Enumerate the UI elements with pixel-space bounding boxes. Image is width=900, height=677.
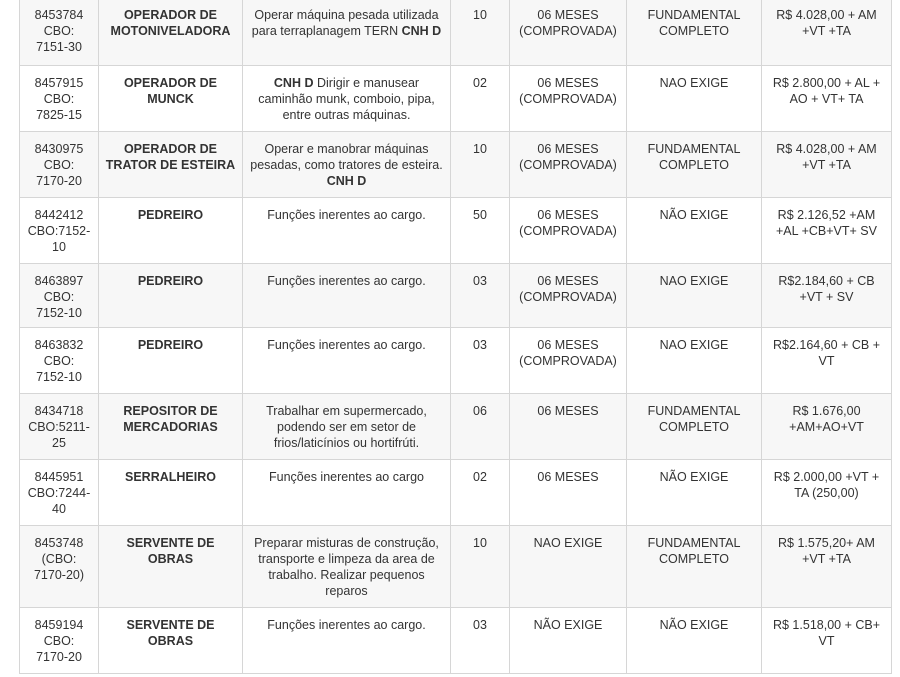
vacancies-cell-text: 50	[473, 208, 487, 222]
job-code-cell	[20, 394, 99, 460]
salary-cell-text: R$ 1.676,00 +AM+AO+VT	[789, 404, 864, 434]
job-code-cell	[20, 526, 99, 608]
job-title-cell	[99, 328, 243, 394]
job-code-cell-text: 8430975 CBO: 7170-20	[34, 142, 84, 188]
salary-cell-text: R$ 1.575,20+ AM +VT +TA	[778, 536, 875, 566]
job-description-cell	[243, 394, 451, 460]
education-cell	[627, 460, 762, 526]
vacancies-cell	[451, 0, 510, 66]
salary-cell	[762, 608, 892, 674]
vacancies-cell	[451, 328, 510, 394]
education-cell	[627, 198, 762, 264]
job-description-cell	[243, 198, 451, 264]
job-description-cell	[243, 66, 451, 132]
job-description-cell	[243, 132, 451, 198]
job-code-cell	[20, 608, 99, 674]
experience-cell	[510, 198, 627, 264]
description-text: Dirigir e manusear caminhão munk, comboio, pipa, entre outras máquinas.	[258, 76, 435, 122]
education-cell-text: NÃO EXIGE	[659, 618, 729, 632]
job-description-cell	[243, 608, 451, 674]
job-title-cell-text: OPERADOR DE MUNCK	[123, 76, 218, 106]
job-code-cell	[20, 198, 99, 264]
job-title-cell	[99, 66, 243, 132]
job-description-cell	[243, 526, 451, 608]
salary-cell	[762, 132, 892, 198]
job-title-cell	[99, 0, 243, 66]
experience-cell-text: 06 MESES (COMPROVADA)	[519, 208, 617, 238]
job-title-cell	[99, 608, 243, 674]
job-description-cell	[243, 328, 451, 394]
table-row	[20, 66, 892, 132]
job-title-cell-text: OPERADOR DE TRATOR DE ESTEIRA	[105, 142, 236, 172]
table-row	[20, 328, 892, 394]
job-code-cell-text: 8445951 CBO:7244- 40	[27, 470, 91, 516]
experience-cell	[510, 0, 627, 66]
experience-cell	[510, 394, 627, 460]
experience-cell	[510, 66, 627, 132]
job-title-cell-text: SERVENTE DE OBRAS	[126, 618, 215, 648]
experience-cell	[510, 264, 627, 328]
vacancies-cell-text: 06	[473, 404, 487, 418]
license-requirement: CNH D	[326, 174, 367, 188]
vacancies-cell-text: 10	[473, 142, 487, 156]
job-code-cell-text: 8463832 CBO: 7152-10	[34, 338, 84, 384]
experience-cell	[510, 132, 627, 198]
vacancies-cell	[451, 198, 510, 264]
job-title-cell	[99, 132, 243, 198]
description-text: Operar e manobrar máquinas pesadas, como tratores de esteira.	[250, 142, 443, 172]
vacancies-cell-text: 02	[473, 470, 487, 484]
description-text: Funções inerentes ao cargo	[269, 470, 424, 484]
job-title-cell-text: OPERADOR DE MOTONIVELADORA	[110, 8, 231, 38]
education-cell-text: NAO EXIGE	[659, 274, 729, 288]
education-cell-text: FUNDAMENTAL COMPLETO	[647, 8, 741, 38]
experience-cell	[510, 460, 627, 526]
job-listings-body	[20, 0, 892, 674]
table-row	[20, 132, 892, 198]
experience-cell	[510, 608, 627, 674]
job-code-cell-text: 8453748 (CBO: 7170-20)	[33, 536, 85, 582]
job-description-cell	[243, 460, 451, 526]
education-cell	[627, 328, 762, 394]
job-title-cell-text: PEDREIRO	[137, 208, 204, 222]
salary-cell	[762, 0, 892, 66]
description-text: Trabalhar em supermercado, podendo ser em setor de frios/laticínios ou hortifrúti.	[266, 404, 427, 450]
education-cell	[627, 394, 762, 460]
job-title-cell	[99, 526, 243, 608]
table-row	[20, 526, 892, 608]
experience-cell-text: 06 MESES (COMPROVADA)	[519, 76, 617, 106]
job-code-cell	[20, 460, 99, 526]
job-code-cell-text: 8459194 CBO: 7170-20	[34, 618, 84, 664]
vacancies-cell	[451, 132, 510, 198]
table-row	[20, 264, 892, 328]
description-text: Funções inerentes ao cargo.	[267, 338, 426, 352]
salary-cell	[762, 264, 892, 328]
vacancies-cell-text: 03	[473, 618, 487, 632]
job-title-cell	[99, 198, 243, 264]
vacancies-cell-text: 03	[473, 338, 487, 352]
education-cell-text: FUNDAMENTAL COMPLETO	[647, 536, 741, 566]
description-text: Funções inerentes ao cargo.	[267, 274, 426, 288]
education-cell	[627, 0, 762, 66]
job-code-cell	[20, 0, 99, 66]
job-description-cell	[243, 264, 451, 328]
job-code-cell-text: 8463897 CBO: 7152-10	[34, 274, 84, 320]
license-requirement: CNH D	[401, 24, 442, 38]
education-cell-text: NÃO EXIGE	[659, 470, 729, 484]
salary-cell	[762, 460, 892, 526]
job-code-cell	[20, 264, 99, 328]
vacancies-cell-text: 02	[473, 76, 487, 90]
experience-cell-text: 06 MESES (COMPROVADA)	[519, 338, 617, 368]
job-code-cell	[20, 328, 99, 394]
education-cell	[627, 264, 762, 328]
salary-cell	[762, 66, 892, 132]
vacancies-cell	[451, 608, 510, 674]
job-code-cell-text: 8442412 CBO:7152- 10	[27, 208, 91, 254]
education-cell-text: NAO EXIGE	[659, 338, 729, 352]
vacancies-cell	[451, 264, 510, 328]
salary-cell	[762, 328, 892, 394]
experience-cell-text: 06 MESES (COMPROVADA)	[519, 142, 617, 172]
job-code-cell	[20, 66, 99, 132]
job-code-cell-text: 8434718 CBO:5211- 25	[28, 404, 90, 450]
salary-cell	[762, 394, 892, 460]
experience-cell-text: 06 MESES	[537, 404, 599, 418]
job-code-cell-text: 8457915 CBO: 7825-15	[34, 76, 84, 122]
salary-cell-text: R$ 4.028,00 + AM +VT +TA	[776, 8, 877, 38]
experience-cell-text: 06 MESES (COMPROVADA)	[519, 8, 617, 38]
license-requirement: CNH D	[273, 76, 314, 90]
job-title-cell-text: REPOSITOR DE MERCADORIAS	[123, 404, 218, 434]
table-row	[20, 198, 892, 264]
salary-cell-text: R$ 2.000,00 +VT + TA (250,00)	[773, 470, 880, 500]
job-title-cell	[99, 264, 243, 328]
description-text: Preparar misturas de construção, transporte e limpeza da area de trabalho. Realizar pequenos reparos	[254, 536, 439, 598]
vacancies-cell-text: 10	[473, 8, 487, 22]
description-text: Funções inerentes ao cargo.	[267, 618, 426, 632]
experience-cell-text: NÃO EXIGE	[533, 618, 603, 632]
job-title-cell	[99, 394, 243, 460]
experience-cell	[510, 328, 627, 394]
table-row	[20, 0, 892, 66]
table-row	[20, 608, 892, 674]
salary-cell	[762, 526, 892, 608]
experience-cell-text: 06 MESES (COMPROVADA)	[519, 274, 617, 304]
salary-cell	[762, 198, 892, 264]
salary-cell-text: R$ 2.800,00 + AL + AO + VT+ TA	[772, 76, 881, 106]
vacancies-cell	[451, 394, 510, 460]
job-title-cell-text: SERVENTE DE OBRAS	[126, 536, 215, 566]
job-title-cell-text: PEDREIRO	[137, 274, 204, 288]
education-cell	[627, 526, 762, 608]
salary-cell-text: R$2.164,60 + CB + VT	[772, 338, 881, 368]
job-code-cell-text: 8453784 CBO: 7151-30	[34, 8, 84, 54]
vacancies-cell-text: 03	[473, 274, 487, 288]
job-description-cell	[243, 0, 451, 66]
experience-cell-text: 06 MESES	[537, 470, 599, 484]
table-row	[20, 394, 892, 460]
education-cell	[627, 608, 762, 674]
vacancies-cell	[451, 460, 510, 526]
vacancies-cell	[451, 526, 510, 608]
table-row	[20, 460, 892, 526]
experience-cell	[510, 526, 627, 608]
job-code-cell	[20, 132, 99, 198]
description-text: Operar máquina pesada utilizada para terraplanagem TERN	[251, 8, 439, 38]
job-title-cell-text: PEDREIRO	[137, 338, 204, 352]
education-cell-text: FUNDAMENTAL COMPLETO	[647, 404, 741, 434]
education-cell-text: NÃO EXIGE	[659, 208, 729, 222]
education-cell	[627, 66, 762, 132]
job-title-cell-text: SERRALHEIRO	[125, 470, 216, 484]
vacancies-cell	[451, 66, 510, 132]
education-cell	[627, 132, 762, 198]
job-title-cell	[99, 460, 243, 526]
education-cell-text: NAO EXIGE	[659, 76, 729, 90]
salary-cell-text: R$ 1.518,00 + CB+ VT	[772, 618, 881, 648]
job-listings-table	[19, 0, 892, 674]
description-text: Funções inerentes ao cargo.	[267, 208, 426, 222]
salary-cell-text: R$ 4.028,00 + AM +VT +TA	[776, 142, 877, 172]
vacancies-cell-text: 10	[473, 536, 487, 550]
education-cell-text: FUNDAMENTAL COMPLETO	[647, 142, 741, 172]
salary-cell-text: R$ 2.126,52 +AM +AL +CB+VT+ SV	[776, 208, 877, 238]
salary-cell-text: R$2.184,60 + CB +VT + SV	[778, 274, 875, 304]
experience-cell-text: NAO EXIGE	[533, 536, 603, 550]
